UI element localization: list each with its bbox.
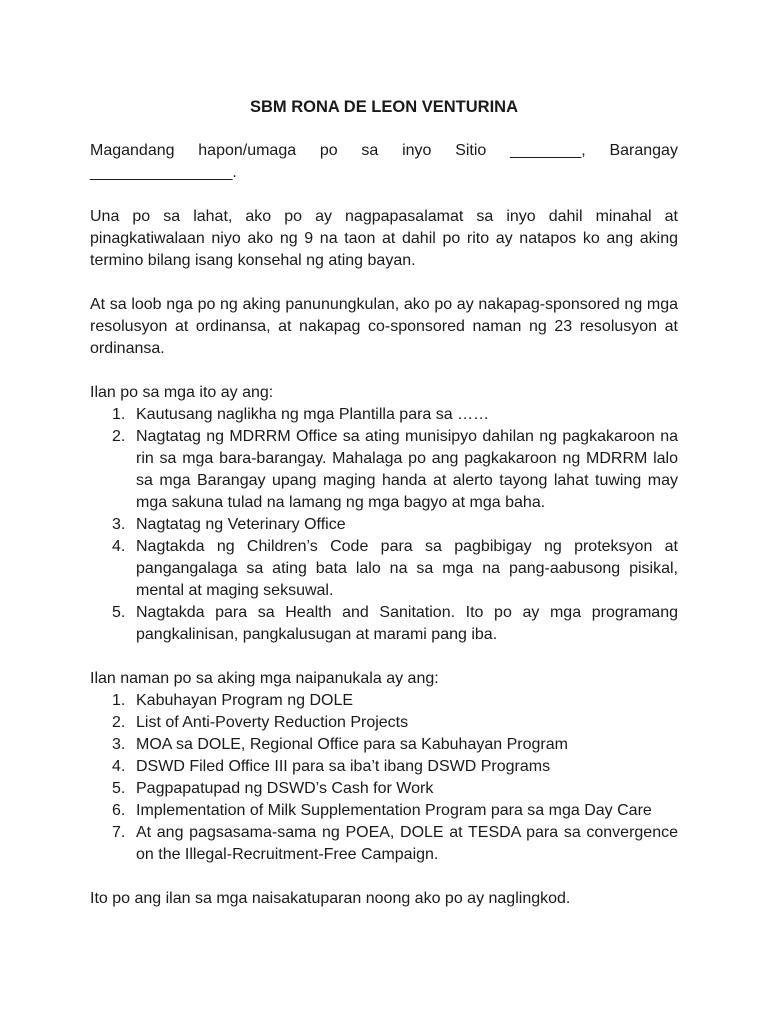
barangay-blank: ________________. bbox=[90, 164, 237, 181]
list-item-number: 7. bbox=[112, 824, 126, 841]
list2 bbox=[90, 690, 678, 866]
document-title: SBM RONA DE LEON VENTURINA bbox=[250, 98, 518, 116]
list-item-number: 4. bbox=[112, 758, 126, 775]
paragraph-sponsorship: At sa loob nga po ng aking panunungkulan, ako po ay nakapag-sponsored ng mga resolusyon at ordinansa, at nakapag co-sponsored naman ng 23 resolusyon at ordinansa. bbox=[90, 296, 678, 357]
list-item-text: Nagtatag ng Veterinary Office bbox=[136, 516, 346, 533]
list-item-number: 6. bbox=[112, 802, 126, 819]
list-item-text: Pagpapatupad ng DSWD’s Cash for Work bbox=[136, 780, 434, 797]
list-item-number: 5. bbox=[112, 604, 126, 621]
list-item bbox=[112, 536, 678, 602]
list-item-number: 4. bbox=[112, 538, 126, 555]
list-item bbox=[112, 734, 678, 756]
list-item-number: 3. bbox=[112, 516, 126, 533]
list-item-text: Nagtakda ng Children’s Code para sa pagbibigay ng proteksyon at pangangalaga sa ating bata lalo na sa mga na pang-aabusong pisikal, mental at maging seksuwal. bbox=[136, 538, 678, 599]
list2-intro: Ilan naman po sa aking mga naipanukala ay ang: bbox=[90, 670, 439, 687]
list-item bbox=[112, 426, 678, 514]
greeting-word: po bbox=[319, 142, 338, 159]
list-item bbox=[112, 756, 678, 778]
list-item-text: List of Anti-Poverty Reduction Projects bbox=[136, 714, 409, 731]
greeting-word: sa bbox=[361, 142, 379, 159]
list-item bbox=[112, 712, 678, 734]
list1-intro: Ilan po sa mga ito ay ang: bbox=[90, 384, 274, 401]
list-item bbox=[112, 404, 678, 426]
list-item bbox=[112, 778, 678, 800]
list-item-text: Nagtatag ng MDRRM Office sa ating munisipyo dahilan ng pagkakaroon na rin sa mga bara-barangay. Mahalaga po ang pagkakaroon ng MDRRM lalo sa mga Barangay upang maging handa at alerto tayong lahat tuwing may mga sakuna tulad na lamang ng mga bagyo at mga baha. bbox=[136, 428, 678, 511]
closing-paragraph: Ito po ang ilan sa mga naisakatuparan noong ako po ay naglingkod. bbox=[90, 890, 571, 907]
list-item bbox=[112, 822, 678, 866]
list-item-number: 1. bbox=[112, 692, 126, 709]
list-item-text: Kabuhayan Program ng DOLE bbox=[136, 692, 354, 709]
list-item-text: Kautusang naglikha ng mga Plantilla para sa …… bbox=[136, 406, 490, 423]
list-item-text: At ang pagsasama-sama ng POEA, DOLE at TESDA para sa convergence on the Illegal-Recruitment-Free Campaign. bbox=[136, 824, 678, 863]
greeting-line-1 bbox=[90, 140, 678, 162]
greeting-word: hapon/umaga bbox=[198, 142, 297, 159]
list-item-text: Nagtakda para sa Health and Sanitation. Ito po ay mga programang pangkalinisan, pangkalusugan at marami pang iba. bbox=[136, 604, 678, 643]
greeting-word: Barangay bbox=[609, 142, 678, 159]
list-item bbox=[112, 690, 678, 712]
list-item bbox=[112, 602, 678, 646]
list-item-number: 3. bbox=[112, 736, 126, 753]
sitio-blank: ________, bbox=[510, 142, 586, 159]
list1 bbox=[90, 404, 678, 646]
list-item-number: 2. bbox=[112, 428, 126, 445]
list-item bbox=[112, 514, 678, 536]
greeting-word: Magandang bbox=[90, 142, 175, 159]
greeting-word: inyo bbox=[402, 142, 432, 159]
list-item bbox=[112, 800, 678, 822]
list-item-text: DSWD Filed Office III para sa iba’t ibang DSWD Programs bbox=[136, 758, 551, 775]
list-item-number: 5. bbox=[112, 780, 126, 797]
greeting bbox=[90, 140, 678, 184]
greeting-word: Sitio bbox=[455, 142, 487, 159]
list-item-number: 1. bbox=[112, 406, 126, 423]
paragraph-gratitude: Una po sa lahat, ako po ay nagpapasalamat sa inyo dahil minahal at pinagkatiwalaan niyo ako ng 9 na taon at dahil po rito ay natapos ko ang aking termino bilang isang konsehal ng ating bayan. bbox=[90, 208, 678, 269]
list-item-number: 2. bbox=[112, 714, 126, 731]
list-item-text: Implementation of Milk Supplementation Program para sa mga Day Care bbox=[136, 802, 652, 819]
document-page bbox=[90, 96, 678, 910]
list-item-text: MOA sa DOLE, Regional Office para sa Kabuhayan Program bbox=[136, 736, 568, 753]
